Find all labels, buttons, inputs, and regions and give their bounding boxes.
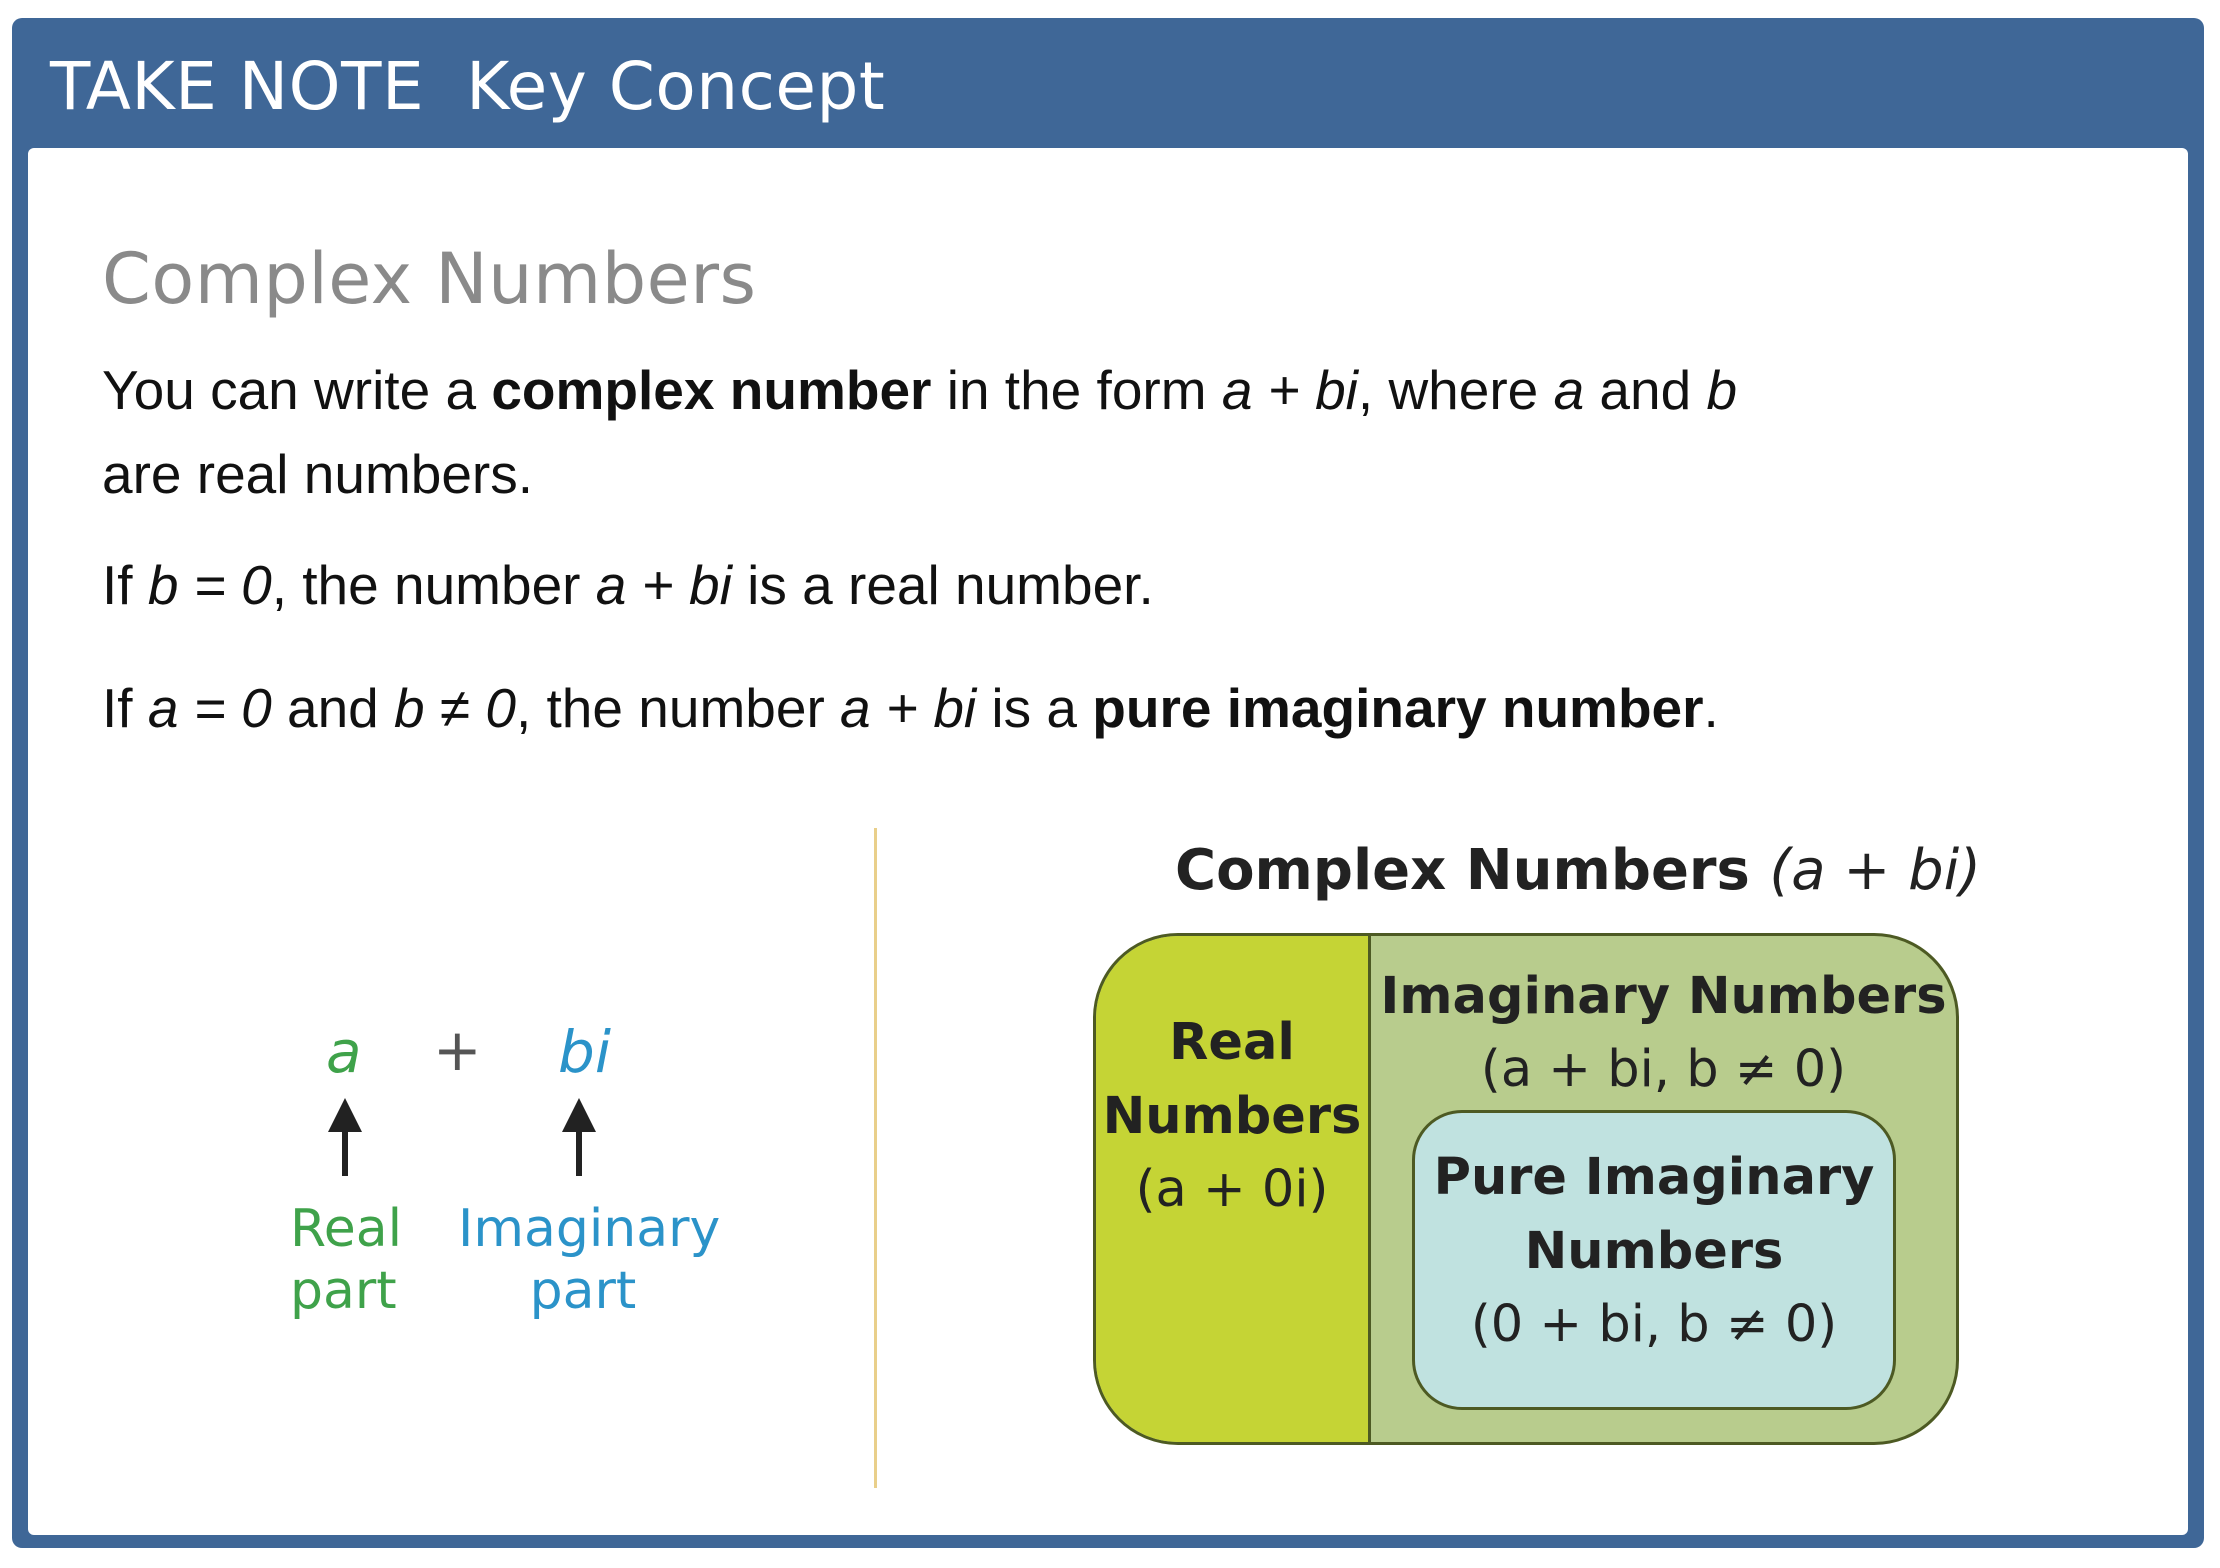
math-form: a + bi — [595, 554, 732, 616]
complex-numbers-region — [1093, 933, 1959, 1445]
region-form: (a + 0i) — [1135, 1160, 1329, 1219]
text: is a real number. — [731, 554, 1154, 616]
label-line: part — [529, 1261, 637, 1321]
text: If — [102, 677, 148, 739]
section-title: Complex Numbers — [102, 238, 757, 320]
math-var: b — [1706, 359, 1738, 421]
text: You can write a — [102, 359, 492, 421]
math-condition: b ≠ 0 — [394, 677, 516, 739]
header — [50, 48, 885, 125]
label-line: part — [290, 1261, 397, 1321]
arrow-up-icon — [342, 1118, 348, 1176]
region-form: (0 + bi, b ≠ 0) — [1470, 1295, 1838, 1354]
region-label: Pure Imaginary — [1433, 1148, 1875, 1207]
math-condition: b = 0 — [147, 554, 272, 616]
diagram-title-form: (a + bi) — [1769, 838, 1982, 903]
text: is a — [976, 677, 1093, 739]
text: If — [102, 554, 148, 616]
rule-real-number — [102, 553, 1154, 617]
rule-pure-imaginary — [102, 676, 1719, 740]
content-panel — [28, 148, 2188, 1535]
plus-sign: + — [433, 1016, 482, 1084]
pure-imaginary-text — [1415, 1141, 1893, 1361]
region-form: (a + bi, b ≠ 0) — [1480, 1040, 1847, 1099]
imaginary-numbers-text — [1371, 960, 1956, 1106]
imaginary-part-label — [458, 1198, 721, 1322]
header-title: Key Concept — [466, 48, 886, 125]
real-numbers-text — [1096, 1006, 1368, 1226]
term-pure-imaginary: pure imaginary number — [1092, 677, 1704, 739]
region-label: Real — [1169, 1013, 1295, 1072]
label-line: Real — [290, 1199, 403, 1259]
region-label: Numbers — [1102, 1087, 1362, 1146]
text: in the form — [931, 359, 1222, 421]
definition-line-1 — [102, 358, 1737, 422]
imaginary-part-symbol: bi — [558, 1018, 611, 1086]
region-label: Numbers — [1524, 1222, 1784, 1281]
text: , the number — [515, 677, 841, 739]
divider — [874, 828, 877, 1488]
text: , the number — [271, 554, 596, 616]
arrow-up-icon — [576, 1118, 582, 1176]
diagram-title — [1028, 838, 2128, 903]
real-numbers-region — [1096, 936, 1371, 1442]
math-form: a + bi — [840, 677, 977, 739]
take-note-frame — [12, 18, 2204, 1548]
region-label: Imaginary Numbers — [1380, 967, 1947, 1026]
text: , where — [1357, 359, 1554, 421]
diagram-title-text: Complex Numbers — [1174, 838, 1750, 903]
math-var: a — [1553, 359, 1585, 421]
math-form: a + bi — [1221, 359, 1358, 421]
real-part-label — [290, 1198, 403, 1322]
pure-imaginary-region — [1412, 1110, 1896, 1410]
label-line: Imaginary — [458, 1199, 721, 1259]
text: . — [1703, 677, 1719, 739]
term-complex-number: complex number — [491, 359, 932, 421]
text: and — [1584, 359, 1707, 421]
real-part-symbol: a — [326, 1018, 362, 1086]
text: and — [271, 677, 395, 739]
header-label: TAKE NOTE — [50, 48, 425, 125]
math-condition: a = 0 — [147, 677, 272, 739]
definition-line-2: are real numbers. — [102, 443, 534, 505]
